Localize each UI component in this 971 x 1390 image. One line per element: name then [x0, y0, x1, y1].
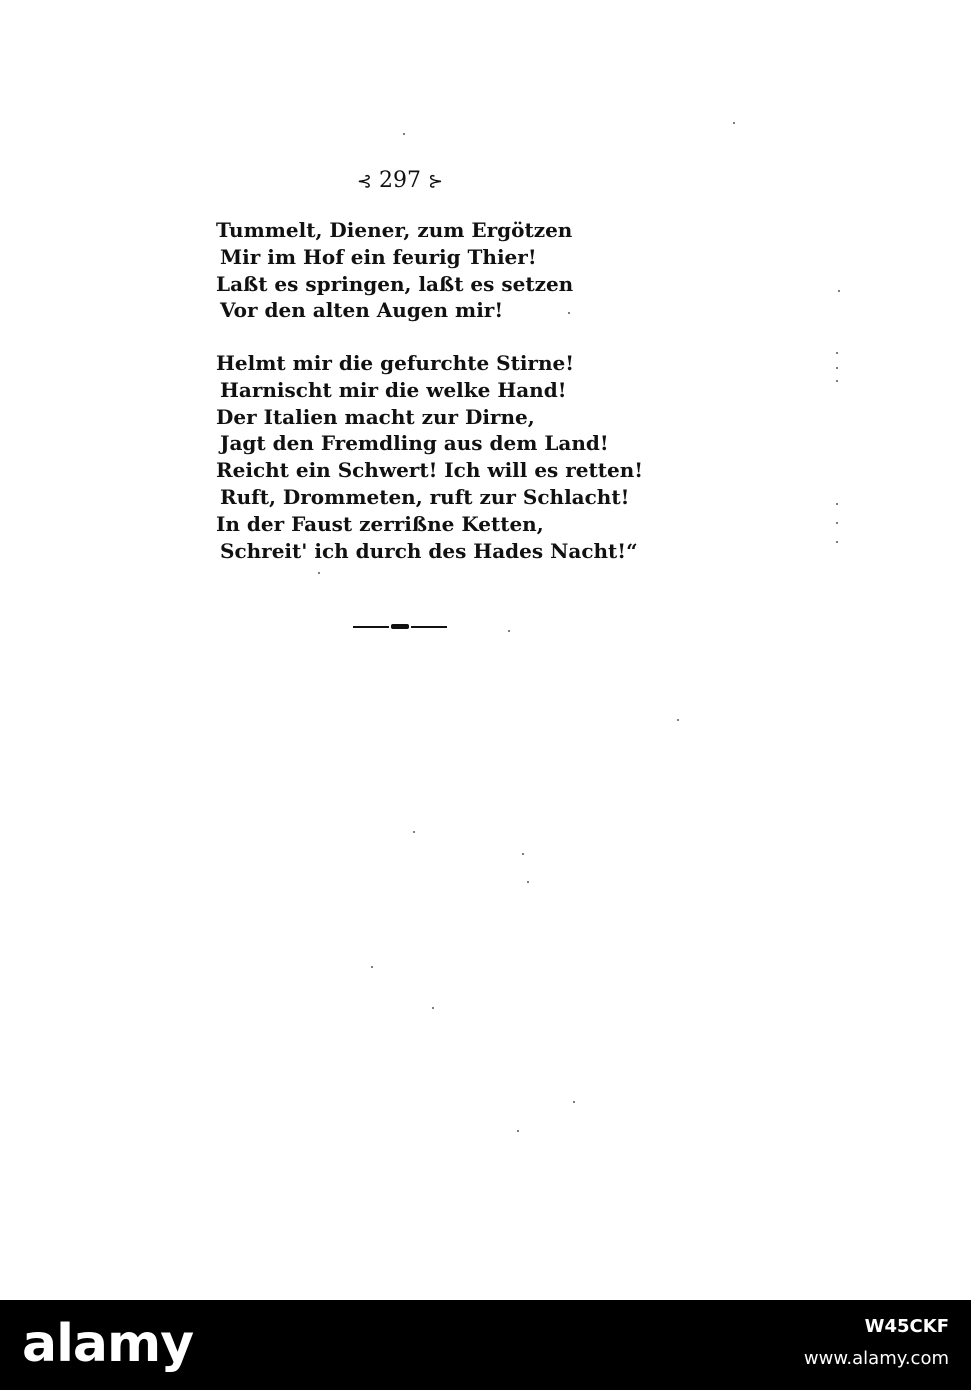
scan-speck	[677, 719, 679, 721]
scan-speck	[573, 1101, 575, 1103]
rule-left	[353, 626, 389, 628]
scan-speck	[432, 1007, 434, 1009]
verse-line: Schreit' ich durch des Hades Nacht!“	[220, 538, 638, 563]
scan-speck	[508, 630, 510, 632]
verse-line: Harnischt mir die welke Hand!	[220, 377, 567, 402]
scan-speck	[371, 966, 373, 968]
scan-speck	[318, 572, 320, 574]
scan-speck	[838, 290, 840, 292]
scan-speck	[733, 122, 735, 124]
site-url: www.alamy.com	[803, 1348, 949, 1369]
scan-speck	[836, 367, 838, 369]
scan-speck	[836, 522, 838, 524]
stanza-1	[216, 217, 573, 324]
verse-line: Ruft, Drommeten, ruft zur Schlacht!	[220, 484, 630, 509]
verse-line: Helmt mir die gefurchte Stirne!	[216, 351, 575, 375]
verse-line: Laßt es springen, laßt es setzen	[216, 271, 574, 296]
brand-logo: alamy	[22, 1314, 194, 1374]
scan-speck	[517, 1130, 519, 1132]
scan-speck	[522, 853, 524, 855]
verse-line: Vor den alten Augen mir!	[220, 298, 504, 323]
closing-ornament-rule	[353, 621, 447, 631]
verse-line: Jagt den Fremdling aus dem Land!	[220, 431, 609, 456]
scan-speck	[527, 881, 529, 883]
verse-line: In der Faust zerrißne Ketten,	[216, 511, 544, 536]
verse-line: Der Italien macht zur Dirne,	[216, 404, 535, 429]
verse-line: Mir im Hof ein feurig Thier!	[220, 244, 537, 269]
ornament-left: ⊰	[356, 171, 372, 192]
page-number-value: 297	[379, 168, 421, 193]
watermark-banner	[0, 1300, 971, 1390]
scan-speck	[836, 541, 838, 543]
verse-line: Tummelt, Diener, zum Ergötzen	[216, 218, 573, 242]
rule-right	[411, 626, 447, 628]
scan-speck	[413, 831, 415, 833]
scan-speck	[836, 380, 838, 382]
scan-speck	[836, 503, 838, 505]
rule-center	[391, 624, 409, 629]
scan-speck	[836, 352, 838, 354]
scan-speck	[568, 312, 570, 314]
stanza-2	[216, 350, 643, 564]
page-number	[340, 168, 460, 193]
ornament-right: ⊱	[428, 171, 444, 192]
image-id: W45CKF	[864, 1316, 949, 1337]
scan-speck	[403, 133, 405, 135]
verse-line: Reicht ein Schwert! Ich will es retten!	[216, 458, 644, 483]
